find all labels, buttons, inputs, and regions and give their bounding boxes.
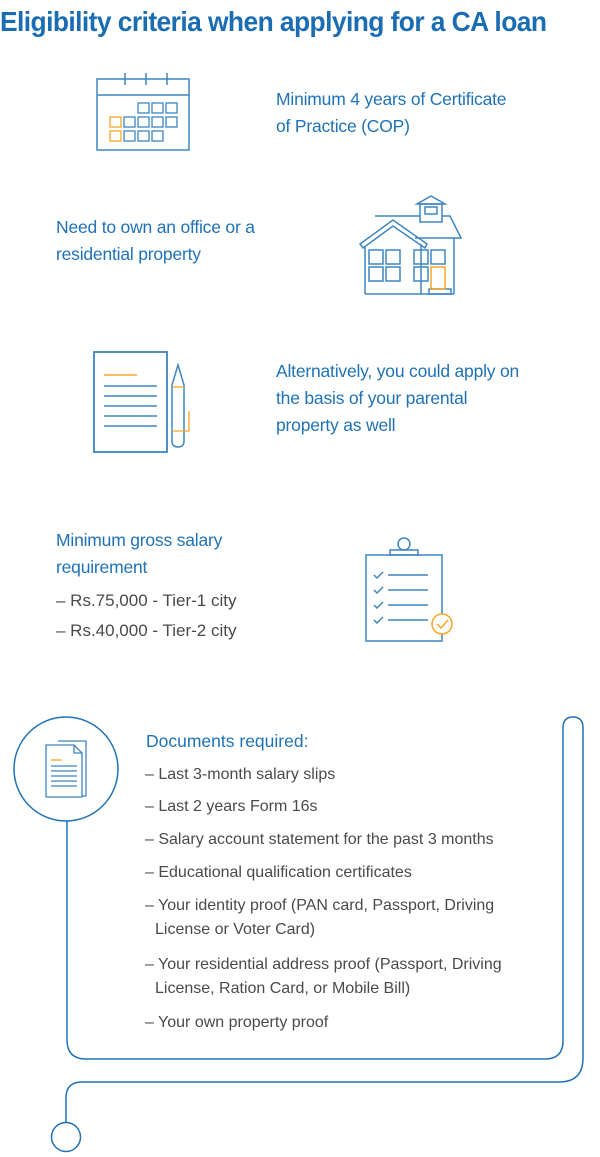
page-title: Eligibility criteria when applying for a CA loan bbox=[0, 6, 547, 37]
criterion-line: Alternatively, you could apply on bbox=[276, 361, 520, 381]
criterion-cop-text bbox=[276, 86, 506, 140]
criterion-line: property as well bbox=[276, 415, 396, 435]
document-item-text: – Your own property proof bbox=[145, 1014, 329, 1031]
calendar-icon bbox=[95, 71, 191, 158]
criterion-parental-text bbox=[276, 358, 519, 439]
document-item-text: License, Ration Card, or Mobile Bill) bbox=[155, 980, 411, 997]
document-item-text: – Salary account statement for the past 3 months bbox=[145, 831, 494, 848]
documents-title: Documents required: bbox=[146, 731, 309, 751]
criterion-line: the basis of your parental bbox=[276, 388, 468, 408]
criterion-line: of Practice (COP) bbox=[276, 116, 410, 136]
salary-tier-2: – Rs.40,000 - Tier-2 city bbox=[56, 621, 237, 640]
document-item-text: – Educational qualification certificates bbox=[145, 864, 412, 881]
document-item-text: – Your residential address proof (Passport, Driving bbox=[145, 956, 502, 973]
document-item-text: License or Voter Card) bbox=[155, 921, 316, 938]
clipboard-checklist-icon bbox=[362, 535, 456, 650]
document-item bbox=[145, 861, 412, 885]
document-pencil-icon bbox=[92, 349, 196, 460]
criterion-line: requirement bbox=[56, 557, 148, 577]
document-item bbox=[145, 795, 318, 819]
document-item bbox=[145, 828, 494, 852]
criterion-line: Need to own an office or a bbox=[56, 217, 255, 237]
criterion-line: Minimum 4 years of Certificate bbox=[276, 89, 507, 109]
document-item-text: – Last 2 years Form 16s bbox=[145, 798, 318, 815]
document-item bbox=[145, 763, 335, 787]
criterion-salary-text bbox=[56, 527, 222, 581]
outer-connector-line bbox=[66, 1058, 583, 1122]
criterion-property-text bbox=[56, 214, 255, 268]
document-item bbox=[145, 953, 502, 1001]
house-icon bbox=[355, 192, 463, 303]
document-item bbox=[145, 894, 494, 942]
end-circle bbox=[52, 1123, 81, 1152]
criterion-line: residential property bbox=[56, 244, 201, 264]
document-item bbox=[145, 1011, 328, 1035]
salary-tier-1: – Rs.75,000 - Tier-1 city bbox=[56, 591, 237, 610]
documents-icon bbox=[44, 739, 90, 804]
criterion-line: Minimum gross salary bbox=[56, 530, 223, 550]
document-item-text: – Your identity proof (PAN card, Passport, Driving bbox=[145, 897, 495, 914]
document-item-text: – Last 3-month salary slips bbox=[145, 766, 336, 783]
